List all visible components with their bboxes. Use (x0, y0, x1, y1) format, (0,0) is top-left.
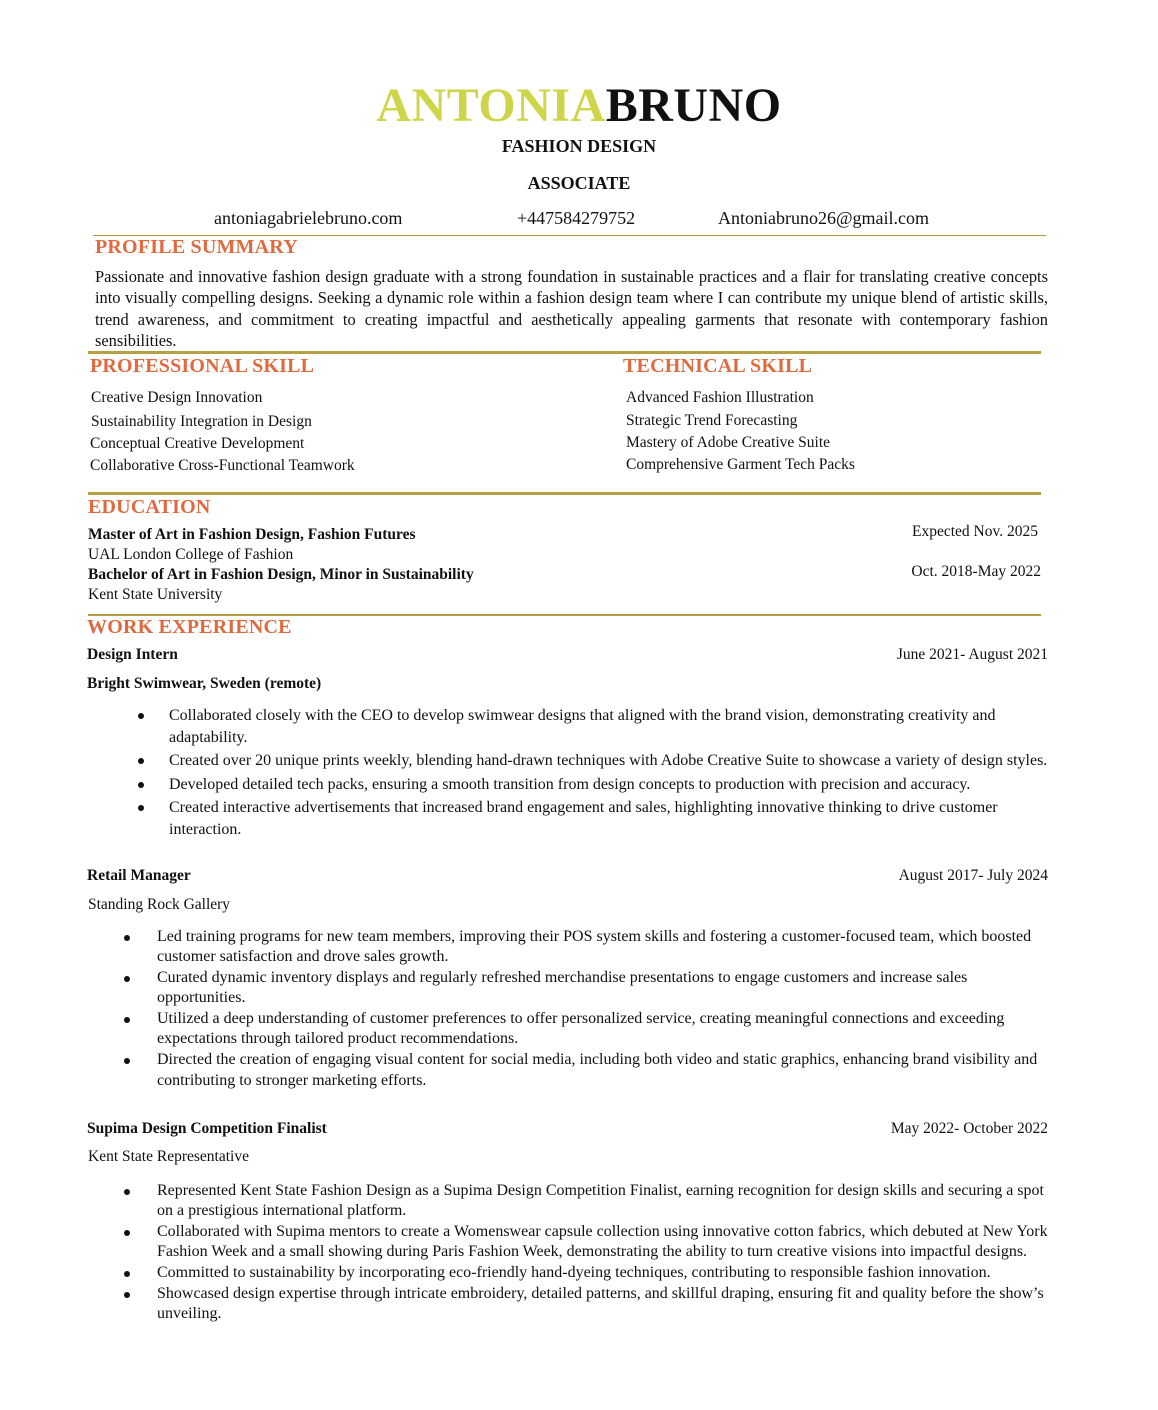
email-link[interactable]: Antoniabruno26@gmail.com (718, 208, 930, 228)
list-item: Utilized a deep understanding of customer preferences to offer personalized service, creating meaningful connections and exceeding expectations through tailored product recommendations. (157, 1009, 1047, 1050)
list-item: Showcased design expertise through intricate embroidery, detailed patterns, and skillful draping, ensuring fit and quality before the show’s unveiling. (157, 1284, 1049, 1325)
list-item: Committed to sustainability by incorporating eco-friendly hand-dyeing techniques, contributing to responsible fashion innovation. (157, 1263, 1049, 1283)
job-organization: Bright Swimwear, Sweden (remote) (87, 675, 322, 692)
list-item: Directed the creation of engaging visual content for social media, including both video and static graphics, enhancing brand visibility and contributing to stronger marketing efforts. (157, 1050, 1047, 1091)
technical-skill-item: Mastery of Adobe Creative Suite (626, 434, 831, 451)
profile-summary-text: Passionate and innovative fashion design graduate with a strong foundation in sustainable practices and a flair for translating creative concepts into visually compelling designs. Seeking a dynamic role within a fashion design team where I can contribute my unique blend of artistic skills, trend awareness, and commitment to creating impactful and aesthetically appealing garments that resonate with contemporary fashion sensibilities. (95, 267, 1048, 351)
candidate-name (0, 76, 1158, 136)
last-name: BRUNO (605, 79, 782, 132)
list-item: Created interactive advertisements that increased brand engagement and sales, highlighting innovative thinking to drive customer interaction. (169, 797, 1049, 840)
technical-skill-item: Strategic Trend Forecasting (626, 412, 798, 429)
education-heading: EDUCATION (88, 496, 211, 518)
job-organization: Standing Rock Gallery (88, 896, 231, 913)
education-degree: Master of Art in Fashion Design, Fashion Futures (88, 526, 416, 543)
list-item: Represented Kent State Fashion Design as a Supima Design Competition Finalist, earning recognition for design skills and securing a spot on a prestigious international platform. (157, 1181, 1049, 1222)
work-experience-heading: WORK EXPERIENCE (87, 616, 292, 638)
technical-skill-item: Comprehensive Garment Tech Packs (626, 456, 855, 473)
job-title: Retail Manager (87, 867, 191, 884)
job-date: May 2022- October 2022 (890, 1120, 1048, 1137)
job-title: Design Intern (87, 646, 178, 663)
professional-skill-heading: PROFESSIONAL SKILL (90, 355, 315, 377)
list-item: Collaborated closely with the CEO to develop swimwear designs that aligned with the brand vision, demonstrating creativity and adaptability. (169, 705, 1049, 748)
section-divider (88, 492, 1041, 495)
job-date: June 2021- August 2021 (896, 646, 1048, 663)
website-link[interactable]: antoniagabrielebruno.com (214, 208, 403, 228)
list-item: Led training programs for new team members, improving their POS system skills and fostering a customer-focused team, which boosted customer satisfaction and drove sales growth. (157, 927, 1047, 968)
first-name: ANTONIA (376, 79, 606, 132)
job-title: Supima Design Competition Finalist (87, 1120, 327, 1137)
education-school: UAL London College of Fashion (88, 546, 294, 563)
list-item: Created over 20 unique prints weekly, blending hand-drawn techniques with Adobe Creative Suite to showcase a variety of design styles. (169, 750, 1049, 772)
phone-number[interactable]: +447584279752 (517, 208, 636, 228)
job-title-line-1: FASHION DESIGN (501, 136, 657, 156)
profile-summary-heading: PROFILE SUMMARY (95, 236, 298, 258)
technical-skill-heading: TECHNICAL SKILL (623, 355, 813, 377)
list-item: Collaborated with Supima mentors to create a Womenswear capsule collection using innovative cotton fabrics, which debuted at New York Fashion Week and a small showing during Paris Fashion Week, demonstrating the ability to turn creative visions into impactful designs. (157, 1222, 1049, 1263)
job-organization: Kent State Representative (88, 1148, 249, 1165)
job-bullet-list (157, 927, 1047, 1091)
job-bullet-list (157, 1181, 1049, 1325)
job-title-line-2: ASSOCIATE (527, 173, 631, 193)
education-school: Kent State University (88, 586, 223, 603)
professional-skill-item: Collaborative Cross-Functional Teamwork (90, 457, 355, 474)
list-item: Developed detailed tech packs, ensuring a smooth transition from design concepts to production with precision and accuracy. (169, 774, 1049, 796)
section-divider (88, 351, 1041, 354)
professional-skill-item: Conceptual Creative Development (90, 435, 305, 452)
technical-skill-item: Advanced Fashion Illustration (626, 389, 814, 406)
list-item: Curated dynamic inventory displays and regularly refreshed merchandise presentations to engage customers and increase sales opportunities. (157, 968, 1047, 1009)
job-date: August 2017- July 2024 (898, 867, 1048, 884)
professional-skill-item: Creative Design Innovation (91, 389, 263, 406)
education-date: Expected Nov. 2025 (912, 523, 1038, 540)
job-bullet-list (169, 705, 1049, 842)
education-date: Oct. 2018-May 2022 (911, 563, 1041, 580)
education-degree: Bachelor of Art in Fashion Design, Minor in Sustainability (88, 566, 474, 583)
professional-skill-item: Sustainability Integration in Design (91, 413, 312, 430)
